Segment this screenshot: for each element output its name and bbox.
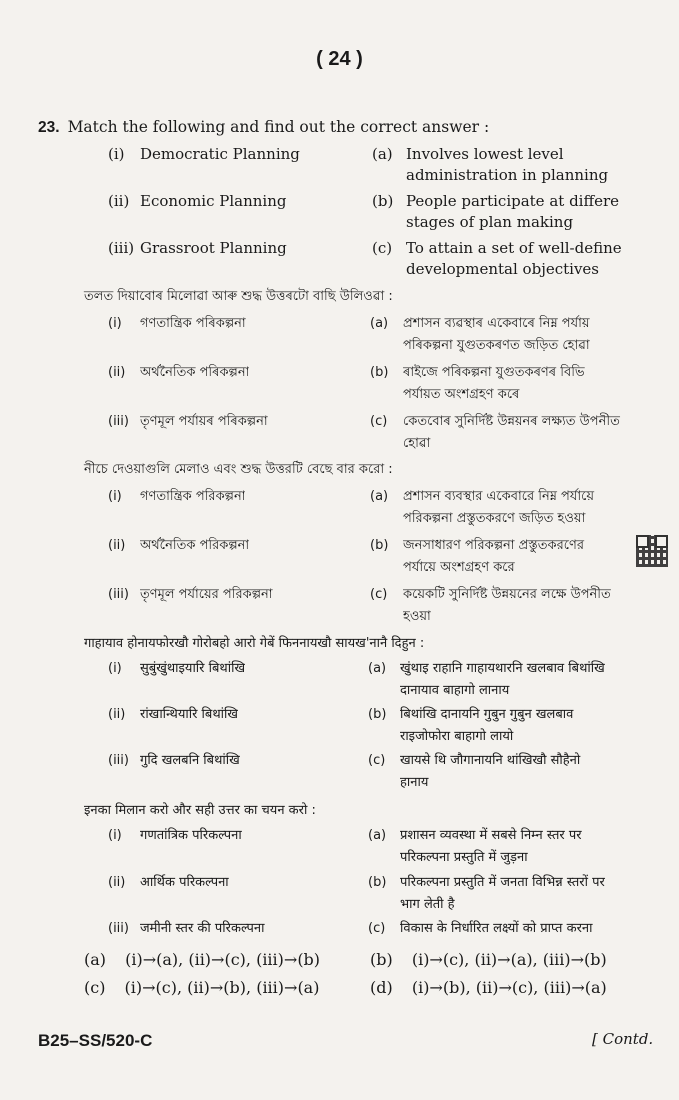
match-row — [0, 918, 679, 942]
right-text-line2: राइजोफोरा बाहागो लायो — [400, 729, 514, 744]
right-text-line2: भाग लेती है — [400, 897, 455, 912]
assamese-heading: তলত দিয়াবোৰ মিলোৱা আৰু শুদ্ধ উত্তৰটো বাছি উলিওৱা : — [84, 289, 393, 304]
right-text-line1: Involves lowest level — [406, 145, 564, 163]
right-text-line1: প্ৰশাসন ব্যৱস্থাৰ একেবাৰে নিম্ন পৰ্যায় — [403, 316, 590, 331]
left-text: অর্থনৈতিক পরিকল্পনা — [140, 538, 250, 553]
question-number: 23. — [38, 119, 60, 136]
right-text-line2: stages of plan making — [406, 213, 574, 231]
match-row — [0, 362, 679, 406]
right-label: (c) — [368, 921, 386, 936]
paper-code: B25–SS/520-C — [38, 1031, 153, 1050]
match-row — [0, 825, 679, 869]
option-label: (a) — [84, 950, 107, 969]
left-text: गुदि खलबनि बिथांखि — [140, 753, 240, 768]
match-row — [0, 191, 679, 235]
left-label: (ii) — [108, 192, 130, 210]
left-label: (iii) — [108, 239, 135, 257]
match-row — [0, 238, 679, 282]
right-label: (c) — [368, 753, 386, 768]
left-label: (i) — [108, 316, 122, 331]
left-text: গণতান্ত্রিক পরিকল্পনা — [140, 489, 246, 504]
bodo-heading: गाहायाव होनायफोरखौ गोरोबहो आरो गेबें फिननायखौ सायख'नानै दिहुन : — [84, 636, 425, 651]
hindi-heading: इनका मिलान करो और सही उत्तर का चयन करो : — [84, 803, 316, 818]
right-text-line2: পরিকল্পনা প্রস্তুতকরণে জড়িত হওয়া — [403, 511, 586, 526]
right-text-line1: To attain a set of well-define — [406, 239, 622, 257]
left-label: (i) — [108, 828, 122, 843]
left-label: (iii) — [108, 414, 129, 429]
page-number: ( 24 ) — [316, 48, 363, 70]
left-label: (ii) — [108, 365, 126, 380]
right-text-line1: কয়েকটি সুনির্দিষ্ট উন্নয়নের লক্ষে উপনীত — [403, 587, 611, 602]
right-text-line2: হোৱা — [403, 436, 431, 451]
left-label: (i) — [108, 489, 122, 504]
right-label: (c) — [370, 587, 388, 602]
option-text: (i)→(c), (ii)→(b), (iii)→(a) — [124, 978, 320, 997]
left-label: (i) — [108, 661, 122, 676]
right-text-line1: কেতবোৰ সুনিৰ্দিষ্ট উন্নয়নৰ লক্ষ্যত উপনীত — [403, 414, 620, 429]
right-text-line2: পৰিকল্পনা যুগুতকৰণত জড়িত হোৱা — [403, 338, 590, 353]
option-d[interactable] — [370, 978, 607, 997]
right-text-line1: People participate at differe — [406, 192, 620, 210]
left-label: (i) — [108, 145, 125, 163]
option-a[interactable] — [84, 950, 320, 969]
right-text-line1: खुंथाइ राहानि गाहायथारनि खलबाव बिथांखि — [400, 661, 605, 676]
left-text: Economic Planning — [140, 192, 287, 210]
match-row — [0, 486, 679, 530]
left-label: (iii) — [108, 921, 129, 936]
left-text: रांखान्थियारि बिथांखि — [140, 707, 239, 722]
right-label: (b) — [370, 365, 389, 380]
right-text-line1: জনসাধারণ পরিকল্পনা প্রস্তুতকরণের — [403, 538, 584, 553]
right-text-line2: परिकल्पना प्रस्तुति में जुड़ना — [400, 850, 528, 865]
right-label: (b) — [368, 707, 387, 722]
continued-marker: [ Contd. — [592, 1030, 654, 1048]
match-row — [0, 750, 679, 794]
left-label: (iii) — [108, 587, 129, 602]
option-label: (d) — [370, 978, 393, 997]
right-text-line1: ৰাইজে পৰিকল্পনা যুগুতকৰণৰ বিভি — [403, 365, 585, 380]
right-text-line1: बिथांखि दानायनि गुबुन गुबुन खलबाव — [400, 707, 574, 722]
option-b[interactable] — [370, 950, 607, 969]
left-label: (ii) — [108, 875, 126, 890]
match-row — [0, 704, 679, 748]
left-text: आर्थिक परिकल्पना — [140, 875, 229, 890]
option-c[interactable] — [84, 978, 319, 997]
option-text: (i)→(b), (ii)→(c), (iii)→(a) — [411, 978, 607, 997]
left-text: তৃণমূল পর্যায়ের পরিকল্পনা — [140, 587, 273, 602]
right-label: (a) — [368, 661, 387, 676]
bengali-heading: নীচে দেওয়াগুলি মেলাও এবং শুদ্ধ উত্তরটি বেছে বার করো : — [84, 462, 393, 477]
left-text: सुबुंखुंथाइयारि बिथांखि — [140, 661, 246, 676]
right-text-line1: खायसे थि जौगानायनि थांखिखौ सौहैनो — [400, 753, 581, 768]
right-text-line2: हानाय — [400, 775, 429, 790]
right-label: (a) — [370, 489, 389, 504]
left-text: গণতান্ত্ৰিক পৰিকল্পনা — [140, 316, 246, 331]
left-text: Grassroot Planning — [140, 239, 287, 257]
left-text: অৰ্থনৈতিক পৰিকল্পনা — [140, 365, 250, 380]
right-text-line2: दानायाव बाहागो लानाय — [400, 683, 510, 698]
left-text: Democratic Planning — [140, 145, 300, 163]
qr-code-graphic — [636, 535, 668, 567]
right-text-line1: विकास के निर्धारित लक्ष्यों को प्राप्त करना — [400, 921, 593, 936]
left-label: (iii) — [108, 753, 129, 768]
option-text: (i)→(a), (ii)→(c), (iii)→(b) — [125, 950, 321, 969]
match-row — [0, 584, 679, 628]
right-label: (a) — [372, 145, 393, 163]
right-label: (a) — [370, 316, 389, 331]
question-text: Match the following and find out the correct answer : — [67, 118, 490, 136]
right-label: (b) — [370, 538, 389, 553]
right-text-line1: परिकल्पना प्रस्तुति में जनता विभिन्न स्तरों पर — [400, 875, 605, 890]
left-label: (ii) — [108, 707, 126, 722]
question-heading — [38, 118, 489, 137]
right-text-line1: प्रशासन व्यवस्था में सबसे निम्न स्तर पर — [400, 828, 582, 843]
left-text: তৃণমূল পৰ্যায়ৰ পৰিকল্পনা — [140, 414, 268, 429]
match-row — [0, 144, 679, 188]
match-row — [0, 872, 679, 916]
match-row — [0, 535, 679, 579]
option-text: (i)→(c), (ii)→(a), (iii)→(b) — [411, 950, 607, 969]
left-text: जमीनी स्तर की परिकल्पना — [140, 921, 265, 936]
right-text-line2: administration in planning — [406, 166, 609, 184]
right-text-line2: developmental objectives — [406, 260, 599, 278]
right-label: (b) — [372, 192, 394, 210]
right-text-line2: পর্যায়ে অংশগ্রহণ করে — [403, 560, 515, 575]
right-text-line2: পৰ্যায়ত অংশগ্ৰহণ কৰে — [403, 387, 520, 402]
right-label: (b) — [368, 875, 387, 890]
right-label: (a) — [368, 828, 387, 843]
left-label: (ii) — [108, 538, 126, 553]
right-text-line2: হওয়া — [403, 609, 431, 624]
option-label: (b) — [370, 950, 393, 969]
right-label: (c) — [372, 239, 393, 257]
match-row — [0, 658, 679, 702]
left-text: गणतांत्रिक परिकल्पना — [140, 828, 242, 843]
match-row — [0, 313, 679, 357]
option-label: (c) — [84, 978, 106, 997]
right-text-line1: প্রশাসন ব্যবস্থার একেবারে নিম্ন পর্যায়ে — [403, 489, 595, 504]
match-row — [0, 411, 679, 455]
right-label: (c) — [370, 414, 388, 429]
